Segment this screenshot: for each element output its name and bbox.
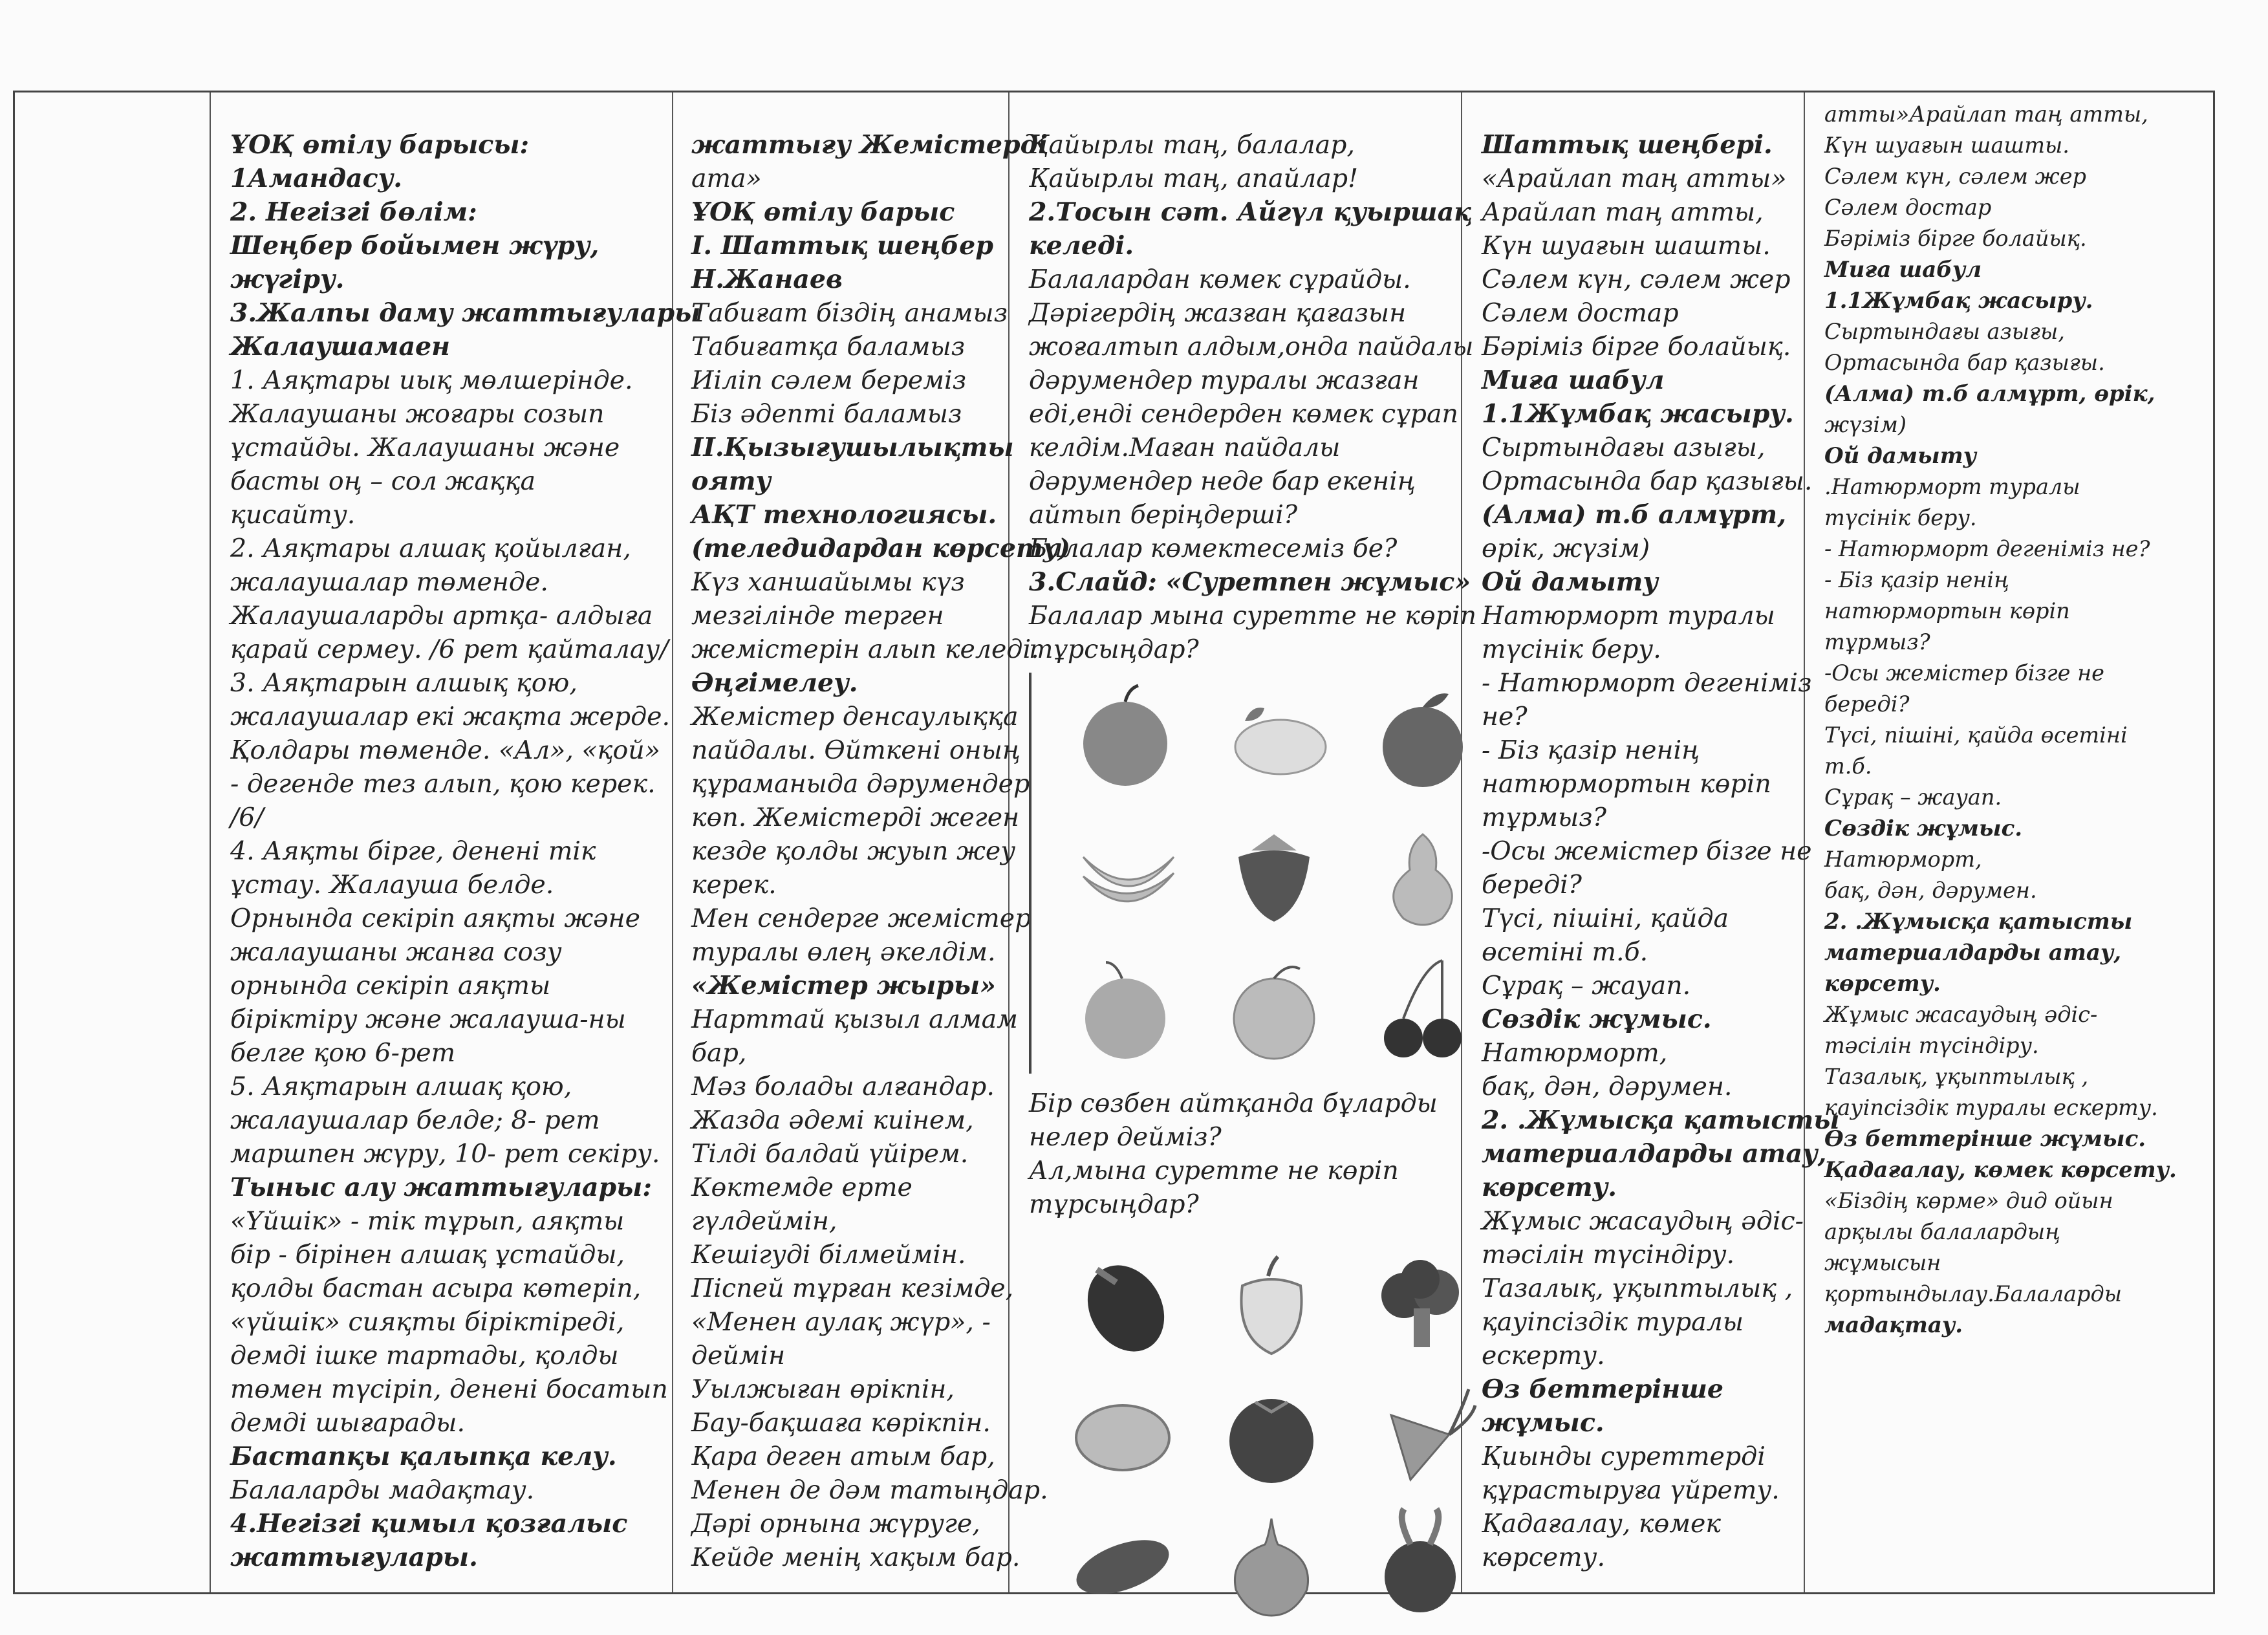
text-line: Натюрморт туралы — [1481, 601, 1775, 631]
text-line: Ортасында бар қазығы. — [1824, 350, 2105, 375]
column-2 — [673, 92, 1071, 1592]
text-line: Тазалық, ұқыптылық , — [1481, 1273, 1793, 1303]
text-line: тәсілін түсіндіру. — [1824, 1033, 2039, 1058]
text-line: Тілді балдай үйірем. — [691, 1139, 969, 1169]
text-line: Бір сөзбен айтқанда бұларды — [1028, 1088, 1438, 1118]
text-line: Натюрморт, — [1481, 1038, 1668, 1068]
text-line: түсінік беру. — [1824, 505, 1977, 530]
text-line: бақ, дән, дәрумен. — [1824, 878, 2037, 903]
text-line: мезгілінде терген — [691, 601, 944, 631]
text-line: тұрсыңдар? — [1028, 1189, 1199, 1219]
text-line: басты оң – сол жаққа — [230, 466, 536, 496]
text-line: ескерту. — [1481, 1341, 1605, 1370]
text-line: біріктіру және жалауша-ны — [230, 1004, 626, 1034]
text-line: Балалар мына суретте не көріп — [1028, 601, 1477, 631]
text-line: (Алма) т.б алмұрт, өрік, — [1824, 381, 2155, 407]
text-line: 1. Аяқтары иық мөлшерінде. — [230, 365, 633, 395]
strawberry-icon — [1206, 808, 1342, 938]
text-line: Сұрақ – жауап. — [1481, 971, 1691, 1001]
text-line: Қара деген атым бар, — [691, 1442, 995, 1471]
text-line: 2. .Жұмысқа қатысты — [1824, 909, 2133, 935]
text-line: Балаларды мадақтау. — [230, 1475, 535, 1505]
text-line: тәсілін түсіндіру. — [1481, 1240, 1735, 1270]
text-line: жалаушаны жанға созу — [230, 937, 562, 967]
text-line: -Осы жемістер бізге не — [1824, 660, 2104, 686]
text-line: Жұмыс жасаудың әдіс- — [1481, 1206, 1804, 1236]
column-3-top-text — [1028, 128, 1477, 666]
text-line: Сөздік жұмыс. — [1824, 816, 2023, 841]
text-line: Өз беттерінше жұмыс. — [1824, 1126, 2146, 1152]
text-line: (Алма) т.б алмұрт, — [1481, 500, 1786, 530]
text-line: Жемістер денсаулыққа — [691, 702, 1019, 731]
fruit-picture-grid — [1029, 673, 1448, 1074]
text-line: Сәлем күн, сәлем жер — [1824, 164, 2086, 189]
cucumber-icon — [1055, 1499, 1191, 1622]
text-line: Өз беттерінше — [1481, 1374, 1724, 1404]
lemon-icon — [1206, 673, 1342, 802]
text-line: Сәлем достар — [1824, 195, 1992, 220]
text-line: тұрсыңдар? — [1028, 634, 1199, 664]
text-line: Сөздік жұмыс. — [1481, 1004, 1712, 1034]
text-line: қарай сермеу. /6 рет қайталау/ — [230, 634, 669, 664]
text-line: нелер дейміз? — [1028, 1122, 1222, 1152]
text-line: Миға шабул — [1481, 365, 1665, 395]
text-line: АҚТ технологиясы. — [691, 500, 997, 530]
text-line: Натюрморт, — [1824, 847, 1982, 872]
text-line: Әңгімелеу. — [691, 668, 858, 698]
text-line: Қадағалау, көмек көрсету. — [1824, 1157, 2177, 1183]
text-line: қауіпсіздік туралы ескерту. — [1824, 1095, 2158, 1120]
text-line: дәрумендер неде бар екенің — [1028, 466, 1416, 496]
text-line: Жалаушамаен — [230, 332, 450, 362]
text-line: материалдарды атау, — [1824, 940, 2122, 966]
text-line: Н.Жанаев — [691, 265, 843, 294]
text-line: - Натюрморт дегеніміз — [1481, 668, 1812, 698]
text-line: орнында секіріп аяқты — [230, 971, 551, 1001]
text-line: «үйшік» сияқты біріктіреді, — [230, 1307, 625, 1337]
text-line: дәрумендер туралы жазған — [1028, 365, 1420, 395]
text-line: Балалар көмектесеміз бе? — [1028, 534, 1398, 563]
text-line: «Біздің көрме» дид ойын — [1824, 1188, 2113, 1213]
tomato-icon — [1204, 1370, 1339, 1493]
text-line: жалаушалар белде; 8- рет — [230, 1105, 600, 1135]
empty-column — [15, 92, 211, 1592]
text-line: Жұмыс жасаудың әдіс- — [1824, 1002, 2098, 1027]
text-line: ҰОҚ өтілу барысы: — [230, 130, 530, 160]
text-line: бар, — [691, 1038, 747, 1068]
vegetable-picture-grid — [1029, 1240, 1448, 1622]
text-line: көрсету. — [1481, 1173, 1617, 1202]
text-line: өрік, жүзім) — [1481, 534, 1650, 563]
text-line: демді ішке тартады, қолды — [230, 1341, 619, 1370]
text-line: жүгіру. — [230, 265, 345, 294]
text-line: келдім.Маған пайдалы — [1028, 433, 1341, 462]
text-line: -Осы жемістер бізге не — [1481, 836, 1812, 866]
text-line: 3.Слайд: «Суретпен жұмыс» — [1028, 567, 1471, 597]
text-line: 5. Аяқтарын алшақ қою, — [230, 1072, 572, 1101]
text-line: Ой дамыту — [1481, 567, 1659, 597]
text-line: Иіліп сәлем береміз — [691, 365, 967, 395]
text-line: Тыныс алу жаттығулары: — [230, 1173, 652, 1202]
text-line: «Менен аулақ жүр», - — [691, 1307, 991, 1337]
text-line: 2.Тосын сәт. Айгүл қуыршақ — [1028, 197, 1472, 227]
text-line: Дәрігердің жазған қағазын — [1028, 298, 1407, 328]
text-line: Түсі, пішіні, қайда өсетіні — [1824, 722, 2128, 748]
text-line: Дәрі орнына жүруге, — [691, 1509, 980, 1539]
text-line: Күн шуағын шашты. — [1824, 133, 2069, 158]
red-apple-icon — [1206, 944, 1342, 1074]
text-line: Ортасында бар қазығы. — [1481, 466, 1813, 496]
text-line: Түсі, пішіні, қайда — [1481, 904, 1729, 933]
text-line: I. Шаттық шеңбер — [691, 231, 993, 261]
text-line: Нарттай қызыл алмам — [691, 1004, 1018, 1034]
banana-icon — [1057, 808, 1193, 938]
text-line: жоғалтып алдым,онда пайдалы — [1028, 332, 1474, 362]
orange-icon — [1057, 944, 1193, 1074]
text-line: Сәлем достар — [1481, 298, 1679, 328]
text-line: бір - бірінен алшақ ұстайды, — [230, 1240, 625, 1270]
text-line: 3. Аяқтарын алшық қою, — [230, 668, 578, 698]
text-line: түсінік беру. — [1481, 634, 1661, 664]
text-line: ата» — [691, 164, 762, 193]
text-line: Табиғатқа баламыз — [691, 332, 966, 362]
text-line: Кейде менің хақым бар. — [691, 1543, 1021, 1572]
text-line: натюрмортын көріп — [1481, 769, 1771, 799]
column-3 — [1010, 92, 1477, 1592]
column-3-middle-text — [1029, 1087, 1448, 1221]
text-line: Қадағалау, көмек — [1481, 1509, 1721, 1539]
text-line: демді шығарады. — [230, 1408, 466, 1438]
text-line: құрастыруға үйрету. — [1481, 1475, 1780, 1505]
text-line: 2. Аяқтары алшақ қойылған, — [230, 534, 631, 563]
text-line: еді,енді сендерден көмек сұрап — [1028, 399, 1458, 429]
text-line: жүзім) — [1824, 412, 1906, 437]
text-line: не? — [1481, 702, 1528, 731]
text-line: Ал,мына суретте не көріп — [1028, 1156, 1399, 1186]
text-line: Көктемде ерте — [691, 1173, 913, 1202]
text-line: гүлдеймін, — [691, 1206, 837, 1236]
text-line: Сыртындағы азығы, — [1481, 433, 1766, 462]
text-line: 4.Негізгі қимыл қозғалыс — [230, 1509, 628, 1539]
text-line: деймін — [691, 1341, 786, 1370]
text-line: «Жемістер жыры» — [691, 971, 996, 1001]
text-line: 1.1Жұмбақ жасыру. — [1481, 399, 1794, 429]
text-line: жаттығу Жемістерді — [691, 130, 1048, 160]
text-line: қолды бастан асыра көтеріп, — [230, 1273, 642, 1303]
text-line: материалдарды атау, — [1481, 1139, 1827, 1169]
text-line: Миға шабул — [1824, 257, 1982, 283]
text-line: Табиғат біздің анамыз — [691, 298, 1008, 328]
text-line: қауіпсіздік туралы — [1481, 1307, 1744, 1337]
text-line: Бәріміз бірге болайық. — [1481, 332, 1791, 362]
text-line: - дегенде тез алып, қою керек. — [230, 769, 656, 799]
text-line: Бәріміз бірге болайық. — [1824, 226, 2087, 251]
text-line: Кешігуді білмеймін. — [691, 1240, 966, 1270]
text-line: «Арайлап таң атты» — [1481, 164, 1787, 193]
text-line: Күз ханшайымы күз — [691, 567, 965, 597]
text-line: жалаушалар төменде. — [230, 567, 548, 597]
text-line: Қолдары төменде. «Ал», «қой» — [230, 735, 660, 765]
text-line: т.б. — [1824, 753, 1872, 779]
text-line: Күн шуағын шашты. — [1481, 231, 1771, 261]
pepper-icon — [1204, 1240, 1339, 1363]
text-line: тұрмыз? — [1481, 803, 1606, 832]
text-line: белге қою 6-рет — [230, 1038, 456, 1068]
text-line: ояту — [691, 466, 772, 496]
text-line: Жалаушаны жоғары созып — [230, 399, 605, 429]
text-line: - Натюрморт дегеніміз не? — [1824, 536, 2150, 561]
text-line: .Натюрморт туралы — [1824, 474, 2080, 499]
text-line: ҰОҚ өтілу барыс — [691, 197, 955, 227]
text-line: жемістерін алып келеді. — [691, 634, 1039, 664]
text-line: Ой дамыту — [1824, 443, 1977, 469]
text-line: Орнында секіріп аяқты және — [230, 904, 641, 933]
text-line: береді? — [1481, 870, 1582, 900]
text-line: Арайлап таң атты, — [1481, 197, 1764, 227]
text-line: бақ, дән, дәрумен. — [1481, 1072, 1733, 1101]
text-line: көп. Жемістерді жеген — [691, 803, 1020, 832]
text-line: Уылжыған өрікпін, — [691, 1374, 955, 1404]
text-line: Мәз болады алғандар. — [691, 1072, 995, 1101]
column-5 — [1805, 92, 2213, 1592]
text-line: Піспей тұрған кезімде, — [691, 1273, 1014, 1303]
text-line: Сұрақ – жауап. — [1824, 785, 2002, 810]
text-line: туралы өлең әкелдім. — [691, 937, 996, 967]
column-1 — [211, 92, 701, 1592]
text-line: жаттығулары. — [230, 1543, 478, 1572]
text-line: 1.1Жұмбақ жасыру. — [1824, 288, 2093, 314]
column-4 — [1462, 92, 1840, 1592]
text-line: арқылы балалардың — [1824, 1219, 2061, 1244]
text-line: қортындылау.Балаларды — [1824, 1281, 2122, 1306]
onion-icon — [1204, 1499, 1339, 1622]
text-line: кезде қолды жуып жеу — [691, 836, 1016, 866]
text-line: «Үйшік» - тік тұрып, аяқты — [230, 1206, 625, 1236]
text-line: (теледидардан көрсету) — [691, 534, 1071, 563]
text-line: Жазда әдемі киінем, — [691, 1105, 974, 1135]
text-line: тұрмыз? — [1824, 629, 1930, 655]
text-line: Шаттық шеңбері. — [1481, 130, 1773, 160]
text-line: ұстайды. Жалаушаны және — [230, 433, 620, 462]
text-line: Бау-бақшаға көрікпін. — [691, 1408, 991, 1438]
eggplant-icon — [1055, 1240, 1191, 1363]
text-line: керек. — [691, 870, 777, 900]
text-line: натюрмортын көріп — [1824, 598, 2070, 623]
text-line: айтып беріңдерші? — [1028, 500, 1298, 530]
text-line: жалаушалар екі жақта жерде. — [230, 702, 671, 731]
text-line: Қиынды суреттерді — [1481, 1442, 1766, 1471]
text-line: 4. Аяқты бірге, денені тік — [230, 836, 596, 866]
text-line: Менен де дәм татыңдар. — [691, 1475, 1048, 1505]
text-line: /6/ — [230, 803, 264, 832]
text-line: 2. .Жұмысқа қатысты — [1481, 1105, 1840, 1135]
potato-icon — [1055, 1370, 1191, 1493]
text-line: II.Қызығушылықты — [691, 433, 1014, 462]
apple-icon — [1057, 673, 1193, 802]
text-line: Қайырлы таң, балалар, — [1028, 130, 1355, 160]
text-line: 2. Негізгі бөлім: — [230, 197, 477, 227]
text-line: өсетіні т.б. — [1481, 937, 1648, 967]
text-line: Жалаушаларды артқа- алдыға — [230, 601, 653, 631]
text-line: қисайту. — [230, 500, 356, 530]
text-line: - Біз қазір ненің — [1824, 567, 2010, 592]
text-line: ұстау. Жалауша белде. — [230, 870, 554, 900]
lesson-plan-table — [13, 91, 2215, 1594]
text-line: мадақтау. — [1824, 1312, 1963, 1338]
text-line: келеді. — [1028, 231, 1134, 261]
text-line: Қайырлы таң, апайлар! — [1028, 164, 1358, 193]
text-line: атты»Арайлап таң атты, — [1824, 102, 2148, 127]
text-line: маршпен жүру, 10- рет секіру. — [230, 1139, 660, 1169]
text-line: Тазалық, ұқыптылық , — [1824, 1064, 2089, 1089]
text-line: Сәлем күн, сәлем жер — [1481, 265, 1791, 294]
text-line: Шеңбер бойымен жүру, — [230, 231, 599, 261]
text-line: Мен сендерге жемістер — [691, 904, 1031, 933]
text-line: 1Амандасу. — [230, 164, 403, 193]
text-line: - Біз қазір ненің — [1481, 735, 1700, 765]
text-line: көрсету. — [1824, 971, 1941, 997]
text-line: Балалардан көмек сұрайды. — [1028, 265, 1411, 294]
text-line: құраманыда дәрумендер — [691, 769, 1030, 799]
text-line: Сыртындағы азығы, — [1824, 319, 2065, 344]
text-line: Біз әдепті баламыз — [691, 399, 962, 429]
text-line: төмен түсіріп, денені босатып — [230, 1374, 668, 1404]
text-line: жұмысын — [1824, 1250, 1941, 1275]
text-line: береді? — [1824, 691, 1910, 717]
text-line: 3.Жалпы даму жаттығулары — [230, 298, 701, 328]
text-line: пайдалы. Өйткені оның — [691, 735, 1021, 765]
text-line: көрсету. — [1481, 1543, 1606, 1572]
text-line: жұмыс. — [1481, 1408, 1604, 1438]
text-line: Бастапқы қалыпқа келу. — [230, 1442, 617, 1471]
